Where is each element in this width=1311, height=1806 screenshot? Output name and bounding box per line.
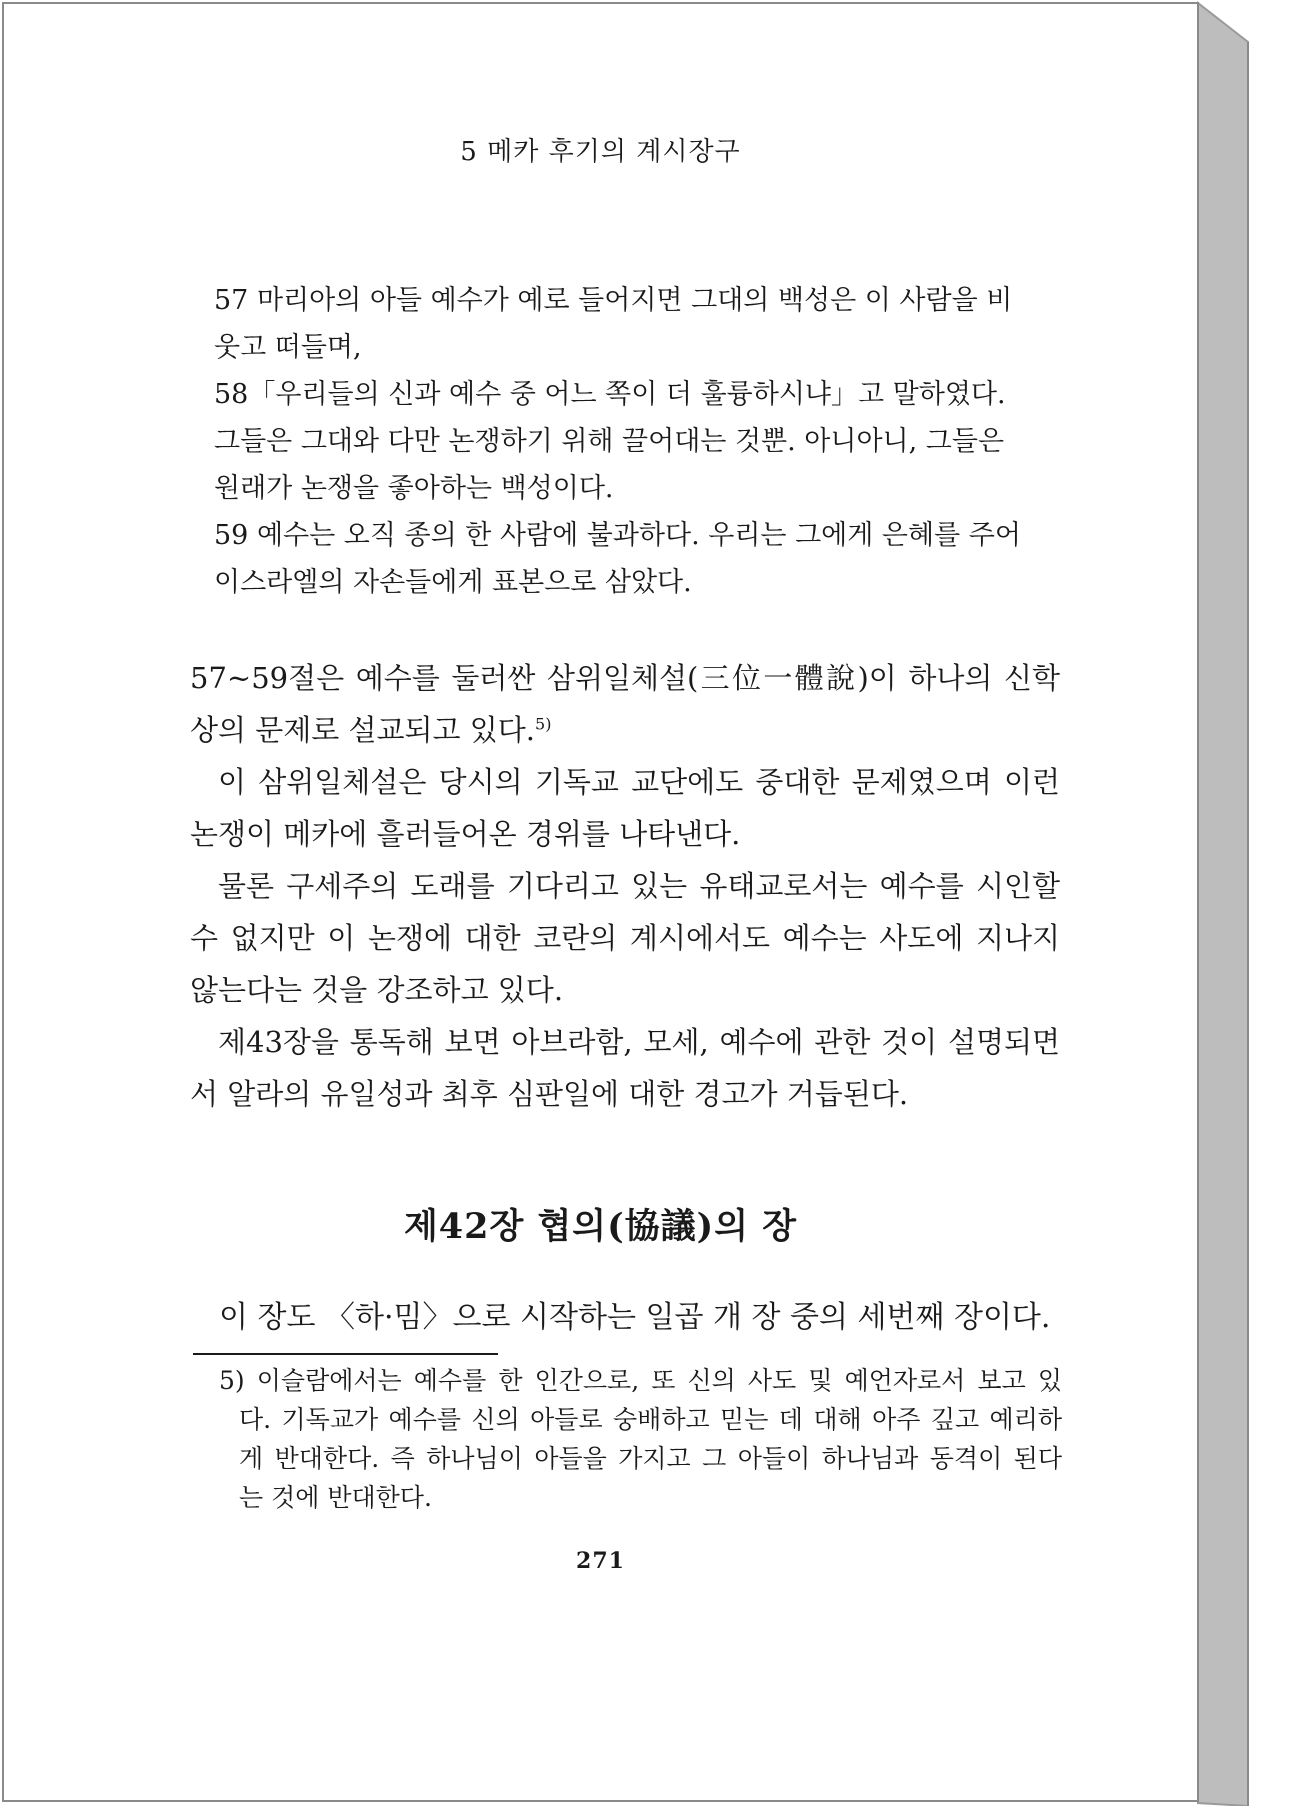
footnote-line: 다. 기독교가 예수를 신의 아들로 숭배하고 믿는 데 대해 아주 깊고 예리하 (239, 1405, 1062, 1434)
commentary-line: 논쟁이 메카에 흘러들어온 경위를 나타낸다. (190, 817, 741, 851)
footnote-line: 5) 이슬람에서는 예수를 한 인간으로, 또 신의 사도 및 예언자로서 보고 있 (219, 1366, 1062, 1395)
commentary-line: 서 알라의 유일성과 최후 심판일에 대한 경고가 거듭된다. (190, 1077, 909, 1111)
verse-line: 원래가 논쟁을 좋아하는 백성이다. (214, 473, 614, 504)
page (3, 3, 1198, 1801)
verse-line: 웃고 떠들며, (214, 332, 362, 363)
chapter-intro: 이 장도 〈하·밈〉으로 시작하는 일곱 개 장 중의 세번째 장이다. (219, 1300, 1051, 1335)
commentary-line: 물론 구세주의 도래를 기다리고 있는 유태교로서는 예수를 시인할 (218, 869, 1060, 903)
footnote (219, 1361, 1062, 1517)
verse-57 (214, 277, 1044, 371)
verse-line: 이스라엘의 자손들에게 표본으로 삼았다. (214, 567, 692, 598)
running-head: 5 메카 후기의 계시장구 (460, 137, 741, 167)
commentary-text: 상의 문제로 설교되고 있다. (190, 713, 536, 747)
commentary-line (190, 704, 1060, 756)
verse-block (214, 277, 1044, 606)
commentary-line: 이 삼위일체설은 당시의 기독교 교단에도 중대한 문제였으며 이런 (218, 765, 1060, 799)
footnote-line: 게 반대한다. 즉 하나님이 아들을 가지고 그 아들이 하나님과 동격이 된다 (239, 1444, 1062, 1473)
commentary (190, 652, 1060, 1120)
verse-59 (214, 512, 1044, 606)
footnote-reference[interactable]: 5) (535, 714, 552, 734)
commentary-line: 수 없지만 이 논쟁에 대한 코란의 계시에서도 예수는 사도에 지나지 (190, 921, 1060, 955)
verse-line: 그들은 그대와 다만 논쟁하기 위해 끌어대는 것뿐. 아니아니, 그들은 (214, 426, 1005, 457)
footnote-divider (193, 1353, 498, 1355)
footnote-line: 는 것에 반대한다. (239, 1483, 432, 1512)
commentary-line: 않는다는 것을 강조하고 있다. (190, 973, 564, 1007)
commentary-line: 제43장을 통독해 보면 아브라함, 모세, 예수에 관한 것이 설명되면 (218, 1025, 1060, 1059)
book-spine-edge (1198, 3, 1248, 1806)
commentary-line: 57~59절은 예수를 둘러싼 삼위일체설(三位一體說)이 하나의 신학 (190, 661, 1060, 695)
verse-line: 57 마리아의 아들 예수가 예로 들어지면 그대의 백성은 이 사람을 비 (214, 285, 1013, 316)
page-number: 271 (576, 1548, 625, 1574)
chapter-title: 제42장 협의(協議)의 장 (403, 1206, 798, 1247)
verse-line: 58「우리들의 신과 예수 중 어느 쪽이 더 훌륭하시냐」고 말하였다. (214, 379, 1006, 410)
verse-58 (214, 371, 1044, 512)
verse-line: 59 예수는 오직 종의 한 사람에 불과하다. 우리는 그에게 은혜를 주어 (214, 520, 1021, 551)
